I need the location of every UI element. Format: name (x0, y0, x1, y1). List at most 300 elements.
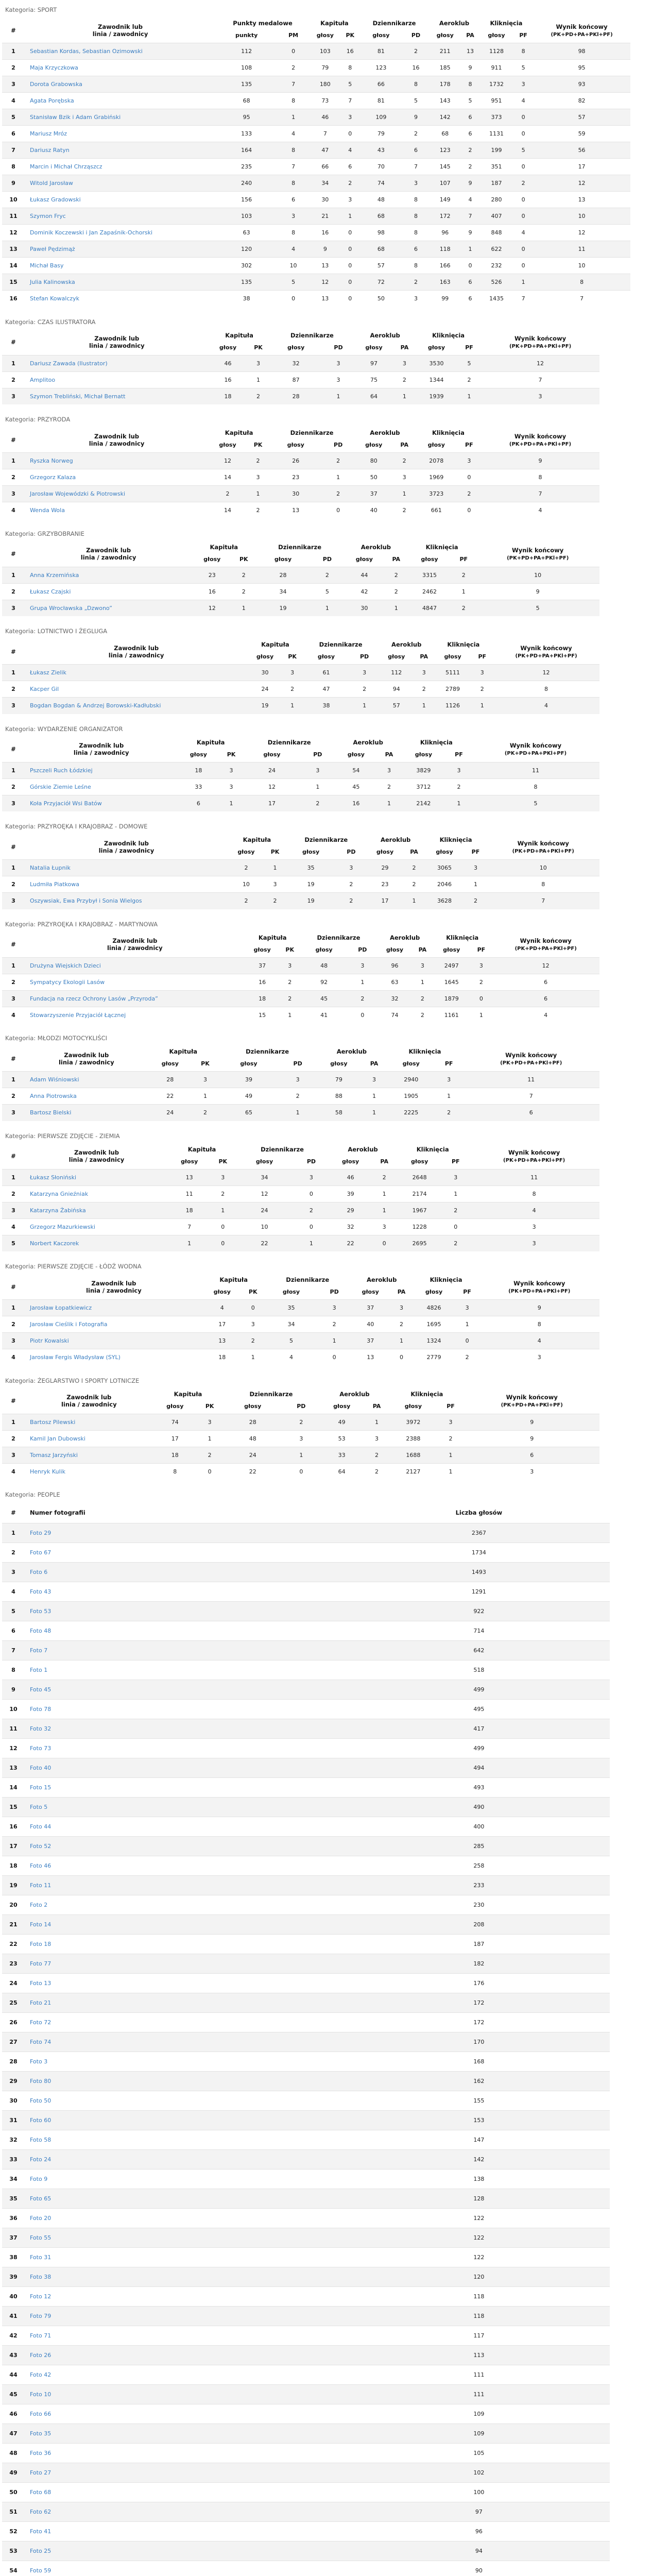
table-row (2, 2365, 610, 2384)
vote-count-cell: 642 (348, 1640, 610, 1660)
competitor-link[interactable]: Oszywsiak, Ewa Przybył i Sonia Wielgos (25, 893, 228, 909)
score-cell: 240 (216, 175, 277, 192)
competitor-link[interactable]: Stowarzyszenie Przyjaciół Łącznej (25, 1007, 245, 1023)
photo-link[interactable]: Foto 78 (25, 1699, 348, 1719)
table-row (2, 2463, 610, 2482)
competitor-link[interactable]: Drużyna Wiejskich Dzieci (25, 957, 245, 974)
score-cell: 5 (265, 1333, 318, 1349)
score-cell: 1 (393, 486, 416, 502)
competitor-link[interactable]: Amplitoo (25, 371, 209, 388)
table-row (2, 1202, 599, 1218)
rank-cell: 2 (2, 876, 25, 893)
photo-link[interactable]: Foto 25 (25, 2541, 348, 2561)
vote-count-cell: 208 (348, 1914, 610, 1934)
photo-link[interactable]: Foto 42 (25, 2365, 348, 2384)
competitor-link[interactable]: Szymon Trebliński, Michał Bernatt (25, 388, 209, 404)
table-row (2, 208, 630, 225)
photo-link[interactable]: Foto 26 (25, 2345, 348, 2365)
competitor-link[interactable]: Mariusz Mróz (25, 126, 216, 142)
rank-cell: 29 (2, 2071, 25, 2091)
competitor-link[interactable]: Wenda Wola (25, 502, 209, 519)
score-cell: 3 (219, 762, 244, 778)
score-cell: 3 (341, 192, 359, 208)
table-row (2, 258, 630, 274)
score-cell: 2 (457, 371, 481, 388)
score-cell: 1645 (433, 974, 470, 990)
score-cell: 1 (318, 1333, 350, 1349)
score-cell: 81 (359, 43, 403, 60)
photo-link[interactable]: Foto 71 (25, 2326, 348, 2345)
score-cell: 3 (442, 1169, 469, 1185)
header-final-formula: (PK+PD+PA+PKl+PF) (501, 1402, 563, 1408)
competitor-link[interactable]: Dorota Grabowska (25, 76, 216, 93)
photo-link[interactable]: Foto 6 (25, 1562, 348, 1582)
score-cell: 2 (461, 159, 479, 175)
competitor-link[interactable]: Bogdan Bogdan & Andrzej Borowski-Kadłubski (25, 698, 248, 714)
competitor-link[interactable]: Dariusz Zawada (Ilustrator) (25, 355, 209, 371)
table-row (2, 1169, 599, 1185)
score-cell: 8 (403, 192, 429, 208)
photo-link[interactable]: Foto 53 (25, 1601, 348, 1621)
competitor-link[interactable]: Michał Basy (25, 258, 216, 274)
score-cell: 7 (168, 1218, 211, 1235)
competitor-link[interactable]: Grupa Wrocławska „Dzwono” (25, 600, 192, 616)
score-cell: 3 (513, 76, 533, 93)
score-cell: 4 (513, 225, 533, 241)
vote-count-cell: 162 (348, 2071, 610, 2091)
competitor-link[interactable]: Stefan Kowalczyk (25, 291, 216, 307)
competitor-link[interactable]: Fundacja na rzecz Ochrony Lasów „Przyroda” (25, 990, 245, 1007)
competitor-link[interactable]: Jarosław Cieślik i Fotografia (25, 1316, 203, 1333)
score-cell: 68 (359, 208, 403, 225)
header-sub-pk: PK (288, 653, 297, 660)
header-sub-głosy: głosy (244, 1402, 262, 1410)
score-cell: 4 (513, 93, 533, 109)
photo-link[interactable]: Foto 24 (25, 2149, 348, 2169)
competitor-link[interactable]: Agata Porębska (25, 93, 216, 109)
photo-link[interactable]: Foto 40 (25, 1758, 348, 1777)
photo-link[interactable]: Foto 29 (25, 1523, 348, 1543)
photo-link[interactable]: Foto 27 (25, 2463, 348, 2482)
score-cell: 17 (153, 1430, 197, 1447)
rank-cell: 1 (2, 355, 25, 371)
score-cell: 22 (329, 1235, 372, 1251)
competitor-link[interactable]: Grzegorz Kalaza (25, 469, 209, 486)
vote-count-cell: 96 (348, 2521, 610, 2541)
competitor-link[interactable]: Kamil Jan Dubowski (25, 1430, 153, 1447)
score-cell: 80 (354, 453, 393, 469)
rank-cell: 35 (2, 2189, 25, 2208)
score-cell: 3 (264, 876, 286, 893)
competitor-link[interactable]: Anna Krzemińska (25, 567, 192, 583)
score-cell: 3 (341, 109, 359, 126)
competitor-link[interactable]: Katarzyna Gnieźniak (25, 1185, 168, 1202)
table-row (2, 1523, 610, 1543)
photo-link[interactable]: Foto 38 (25, 2267, 348, 2286)
table-row (2, 1218, 599, 1235)
score-cell: 23 (269, 469, 322, 486)
competitor-link[interactable]: Grzegorz Mazurkiewski (25, 1218, 168, 1235)
score-cell: 9 (461, 225, 479, 241)
score-cell: 15 (245, 1007, 280, 1023)
header-dziennikarze: Dziennikarze (278, 543, 322, 551)
score-cell: 1 (372, 1185, 397, 1202)
score-cell: 2 (348, 990, 377, 1007)
competitor-link[interactable]: Dominik Koczewski i Jan Zapaśnik-Ochorski (25, 225, 216, 241)
photo-link[interactable]: Foto 50 (25, 2091, 348, 2110)
photo-link[interactable]: Foto 2 (25, 1895, 348, 1914)
header-sub-głosy: głosy (203, 555, 221, 563)
score-cell: 39 (218, 1072, 279, 1088)
header-klikniecia: Kliknięcia (432, 331, 465, 339)
competitor-link[interactable]: Maja Krzyczkowa (25, 60, 216, 76)
score-cell: 3 (282, 665, 303, 681)
photo-link[interactable]: Foto 15 (25, 1777, 348, 1797)
vote-count-cell: 922 (348, 1601, 610, 1621)
score-cell: 3972 (389, 1414, 437, 1430)
rank-cell: 2 (2, 371, 25, 388)
photo-link[interactable]: Foto 32 (25, 1719, 348, 1738)
header-sub-głosy: głosy (355, 555, 373, 563)
photo-link[interactable]: Foto 45 (25, 1680, 348, 1699)
score-cell: 2 (393, 502, 416, 519)
score-cell: 5 (513, 60, 533, 76)
rank-cell: 54 (2, 2561, 25, 2576)
competitor-link[interactable]: Marcin i Michał Chrząszcz (25, 159, 216, 175)
score-cell: 42 (344, 583, 385, 600)
photo-link[interactable]: Foto 21 (25, 1993, 348, 2012)
header-kapitula: Kapituła (225, 331, 253, 339)
competitor-link[interactable]: Łukasz Słoniński (25, 1169, 168, 1185)
header-final-formula: (PK+PD+PA+PKl+PF) (509, 344, 572, 349)
rank-cell: 1 (2, 665, 25, 681)
header-sub-głosy: głosy (255, 1158, 273, 1165)
table-row (2, 990, 599, 1007)
table-row (2, 1543, 610, 1562)
score-cell: 149 (429, 192, 461, 208)
score-cell: 32 (329, 1218, 372, 1235)
header-sub-pk: PK (253, 442, 263, 448)
header-klikniecia: Kliknięcia (408, 1048, 441, 1055)
table-row (2, 1300, 599, 1316)
header-sub-głosy: głosy (282, 1289, 300, 1295)
competitor-link[interactable]: Piotr Kowalski (25, 1333, 203, 1349)
photo-link[interactable]: Foto 62 (25, 2502, 348, 2521)
score-cell: 43 (359, 142, 403, 159)
score-cell: 0 (197, 1463, 222, 1480)
header-num: # (11, 26, 16, 34)
photo-link[interactable]: Foto 18 (25, 1934, 348, 1954)
score-cell: 2 (294, 1202, 329, 1218)
competitor-link[interactable]: Julia Kalinowska (25, 274, 216, 291)
header-num: # (11, 1055, 16, 1062)
photo-link[interactable]: Foto 10 (25, 2384, 348, 2404)
header-final-result: Wynik końcowy (PK+PD+PA+PKl+PF) (507, 547, 569, 561)
photo-link[interactable]: Foto 58 (25, 2130, 348, 2149)
photo-link[interactable]: Foto 73 (25, 1738, 348, 1758)
score-cell: 24 (235, 1202, 294, 1218)
competitor-link[interactable]: Jarosław Łopatkiewicz (25, 1300, 203, 1316)
score-cell: 29 (329, 1202, 372, 1218)
header-num: # (11, 338, 16, 346)
rank-cell: 24 (2, 1973, 25, 1993)
score-cell: 0 (294, 1218, 329, 1235)
photo-link[interactable]: Foto 13 (25, 1973, 348, 1993)
photo-link[interactable]: Foto 3 (25, 2052, 348, 2071)
final-score-cell: 11 (472, 762, 599, 778)
score-cell: 7 (277, 76, 310, 93)
competitor-link[interactable]: Norbert Kaczorek (25, 1235, 168, 1251)
competitor-link[interactable]: Sebastian Kordas, Sebastian Ozimowski (25, 43, 216, 60)
competitor-link[interactable]: Tomasz Jarzyński (25, 1447, 153, 1463)
header-klikniecia: Kliknięcia (432, 429, 465, 436)
score-cell: 1 (451, 583, 476, 600)
competitor-link[interactable]: Paweł Pędzimąż (25, 241, 216, 258)
competitor-link[interactable]: Jarosław Wojewódzki & Piotrowski (25, 486, 209, 502)
score-cell: 18 (203, 1349, 242, 1366)
header-num: # (11, 1153, 16, 1160)
header-sub-głosy: głosy (488, 32, 505, 39)
photo-link[interactable]: Foto 7 (25, 1640, 348, 1660)
competitor-link[interactable]: Sympatycy Ekologii Lasów (25, 974, 245, 990)
photo-link[interactable]: Foto 36 (25, 2443, 348, 2463)
photo-link[interactable]: Foto 60 (25, 2110, 348, 2130)
score-cell: 0 (513, 109, 533, 126)
header-aeroklub: Aeroklub (389, 934, 420, 941)
header-sub-pk: PK (201, 1060, 210, 1067)
score-cell: 19 (248, 698, 282, 714)
score-cell: 64 (354, 388, 393, 404)
photo-link[interactable]: Foto 46 (25, 1856, 348, 1875)
vote-count-cell: 113 (348, 2345, 610, 2365)
competitor-link[interactable]: Łukasz Zielik (25, 665, 248, 681)
score-cell: 0 (242, 1300, 265, 1316)
photo-link[interactable]: Foto 55 (25, 2228, 348, 2247)
score-cell: 37 (245, 957, 280, 974)
score-cell: 30 (310, 192, 341, 208)
final-score-cell: 7 (533, 291, 630, 307)
competitor-link[interactable]: Łukasz Czajski (25, 583, 192, 600)
photo-link[interactable]: Foto 80 (25, 2071, 348, 2091)
score-cell: 16 (245, 974, 280, 990)
competitor-link[interactable]: Górskie Ziemie Leśne (25, 778, 178, 795)
score-cell: 63 (216, 225, 277, 241)
score-cell: 6 (403, 241, 429, 258)
header-name: Zawodnik lub linia / zawodnicy (61, 1394, 117, 1408)
rank-cell: 15 (2, 274, 25, 291)
table-row (2, 1836, 610, 1856)
header-sub-głosy: głosy (427, 344, 445, 351)
photo-link[interactable]: Foto 77 (25, 1954, 348, 1973)
photo-link[interactable]: Foto 52 (25, 1836, 348, 1856)
score-cell: 68 (359, 241, 403, 258)
photo-link[interactable]: Foto 11 (25, 1875, 348, 1895)
header-kapitula: Kapituła (187, 1145, 216, 1153)
final-score-cell: 8 (472, 778, 599, 795)
competitor-link[interactable]: Ludmiła Piatkowa (25, 876, 228, 893)
score-cell: 1 (247, 486, 269, 502)
header-kapitula: Kapituła (258, 934, 287, 941)
competitor-link[interactable]: Dariusz Ratyn (25, 142, 216, 159)
photo-link[interactable]: Foto 74 (25, 2032, 348, 2052)
results-table (2, 1274, 599, 1366)
score-cell: 3 (300, 762, 335, 778)
table-row (2, 1777, 610, 1797)
score-cell: 0 (277, 291, 310, 307)
competitor-link[interactable]: Bartosz Bielski (25, 1105, 148, 1121)
table-row (2, 274, 630, 291)
table-row (2, 43, 630, 60)
score-cell: 0 (513, 241, 533, 258)
photo-link[interactable]: Foto 41 (25, 2521, 348, 2541)
score-cell: 2 (228, 860, 264, 876)
score-cell: 45 (335, 778, 378, 795)
rank-cell: 22 (2, 1934, 25, 1954)
table-row (2, 681, 599, 698)
header-sub-głosy: głosy (316, 32, 334, 39)
competitor-link[interactable]: Katarzyna Żabińska (25, 1202, 168, 1218)
competitor-link[interactable]: Kacper Gil (25, 681, 248, 698)
final-score-cell: 10 (533, 208, 630, 225)
competitor-link[interactable]: Natalia Łupnik (25, 860, 228, 876)
header-dziennikarze: Dziennikarze (267, 738, 311, 746)
table-row (2, 2502, 610, 2521)
score-cell: 75 (354, 371, 393, 388)
score-cell: 178 (429, 76, 461, 93)
table-row (2, 1349, 599, 1366)
rank-cell: 4 (2, 1582, 25, 1601)
score-cell: 8 (403, 76, 429, 93)
photo-link[interactable]: Foto 9 (25, 2169, 348, 2189)
photo-link[interactable]: Foto 1 (25, 1660, 348, 1680)
table-row (2, 486, 599, 502)
final-score-cell: 8 (481, 469, 599, 486)
competitor-link[interactable]: Henryk Kulik (25, 1463, 153, 1480)
photo-link[interactable]: Foto 79 (25, 2306, 348, 2326)
score-cell: 41 (300, 1007, 348, 1023)
score-cell: 172 (429, 208, 461, 225)
photo-link[interactable]: Foto 20 (25, 2208, 348, 2228)
score-cell: 0 (283, 1463, 319, 1480)
score-cell: 12 (209, 453, 247, 469)
competitor-link[interactable]: Stanisław Bzik i Adam Grabiński (25, 109, 216, 126)
score-cell: 34 (310, 175, 341, 192)
photo-link[interactable]: Foto 14 (25, 1914, 348, 1934)
score-cell: 142 (429, 109, 461, 126)
header-sub-głosy: głosy (376, 849, 394, 855)
header-num: # (11, 648, 16, 655)
competitor-link[interactable]: Bartosz Pilewski (25, 1414, 153, 1430)
final-score-cell: 7 (462, 1088, 599, 1105)
header-name: Zawodnik lub linia / zawodnicy (89, 335, 145, 349)
score-cell: 45 (300, 990, 348, 1007)
header-sub-pd: PD (322, 555, 332, 563)
photo-link[interactable]: Foto 68 (25, 2482, 348, 2502)
photo-link[interactable]: Foto 5 (25, 1797, 348, 1817)
rank-cell: 2 (2, 1185, 25, 1202)
competitor-link[interactable]: Łukasz Gradowski (25, 192, 216, 208)
photo-link[interactable]: Foto 35 (25, 2424, 348, 2443)
score-cell: 18 (245, 990, 280, 1007)
final-score-cell: 4 (481, 502, 599, 519)
score-cell: 164 (216, 142, 277, 159)
photo-link[interactable]: Foto 12 (25, 2286, 348, 2306)
header-final-result: Wynik końcowy (PK+PD+PA+PKl+PF) (503, 1149, 565, 1163)
header-sub-głosy: głosy (302, 849, 320, 855)
category-label: Kategoria: WYDARZENIE ORGANIZATOR (5, 725, 123, 733)
photo-link[interactable]: Foto 59 (25, 2561, 348, 2576)
score-cell: 57 (379, 698, 414, 714)
score-cell: 68 (216, 93, 277, 109)
competitor-link[interactable]: Szymon Fryc (25, 208, 216, 225)
score-cell: 19 (255, 600, 311, 616)
competitor-link[interactable]: Jarosław Fergis Władysław (SYL) (25, 1349, 203, 1366)
score-cell: 2 (442, 1235, 469, 1251)
score-cell: 7 (310, 126, 341, 142)
score-cell: 3 (197, 1414, 222, 1430)
rank-cell: 1 (2, 1072, 25, 1088)
header-sub-pd: PD (313, 751, 322, 758)
header-dziennikarze: Dziennikarze (249, 1390, 293, 1398)
score-cell: 3 (413, 957, 433, 974)
photo-link[interactable]: Foto 65 (25, 2189, 348, 2208)
score-cell: 35 (286, 860, 336, 876)
header-sub-głosy: głosy (315, 946, 333, 953)
header-name: Zawodnik lub linia / zawodnicy (86, 1279, 142, 1294)
table-row (2, 2091, 610, 2110)
vote-count-cell: 499 (348, 1680, 610, 1699)
score-cell: 1 (435, 1088, 462, 1105)
score-cell: 30 (269, 486, 322, 502)
photo-link[interactable]: Foto 66 (25, 2404, 348, 2424)
score-cell: 28 (270, 388, 322, 404)
score-cell: 1 (280, 1007, 300, 1023)
photo-link[interactable]: Foto 31 (25, 2247, 348, 2267)
score-cell: 96 (429, 225, 461, 241)
competitor-link[interactable]: Ryszka Norweg (25, 453, 209, 469)
header-final-formula: (PK+PD+PA+PKl+PF) (551, 31, 613, 38)
score-cell: 2 (455, 1349, 479, 1366)
photo-link[interactable]: Foto 72 (25, 2012, 348, 2032)
score-cell: 3 (279, 1072, 316, 1088)
score-cell: 1228 (397, 1218, 442, 1235)
score-cell: 3 (277, 208, 310, 225)
header-sub-pd: PD (330, 1289, 339, 1295)
vote-count-cell: 118 (348, 2306, 610, 2326)
score-cell: 0 (457, 502, 481, 519)
header-aeroklub: Aeroklub (348, 1145, 378, 1153)
score-cell: 2648 (397, 1169, 442, 1185)
score-cell: 1344 (416, 371, 457, 388)
header-final-result: Wynik końcowy (PK+PD+PA+PKl+PF) (551, 23, 613, 38)
photo-link[interactable]: Foto 43 (25, 1582, 348, 1601)
photo-link[interactable]: Foto 67 (25, 1543, 348, 1562)
table-row (2, 1414, 599, 1430)
competitor-link[interactable]: Anna Piotrowska (25, 1088, 148, 1105)
final-score-cell: 6 (492, 990, 599, 1007)
competitor-link[interactable]: Koła Przyjaciół Wsi Batów (25, 795, 178, 811)
competitor-link[interactable]: Adam Wiśniowski (25, 1072, 148, 1088)
score-cell: 6 (277, 192, 310, 208)
photo-link[interactable]: Foto 44 (25, 1817, 348, 1836)
score-cell: 2 (318, 1316, 350, 1333)
competitor-link[interactable]: Witold Jarosław (25, 175, 216, 192)
score-cell: 1 (322, 469, 354, 486)
competitor-link[interactable]: Pszczeli Ruch Łódzkiej (25, 762, 178, 778)
score-cell: 87 (270, 371, 322, 388)
photo-link[interactable]: Foto 48 (25, 1621, 348, 1640)
rank-cell: 14 (2, 1777, 25, 1797)
